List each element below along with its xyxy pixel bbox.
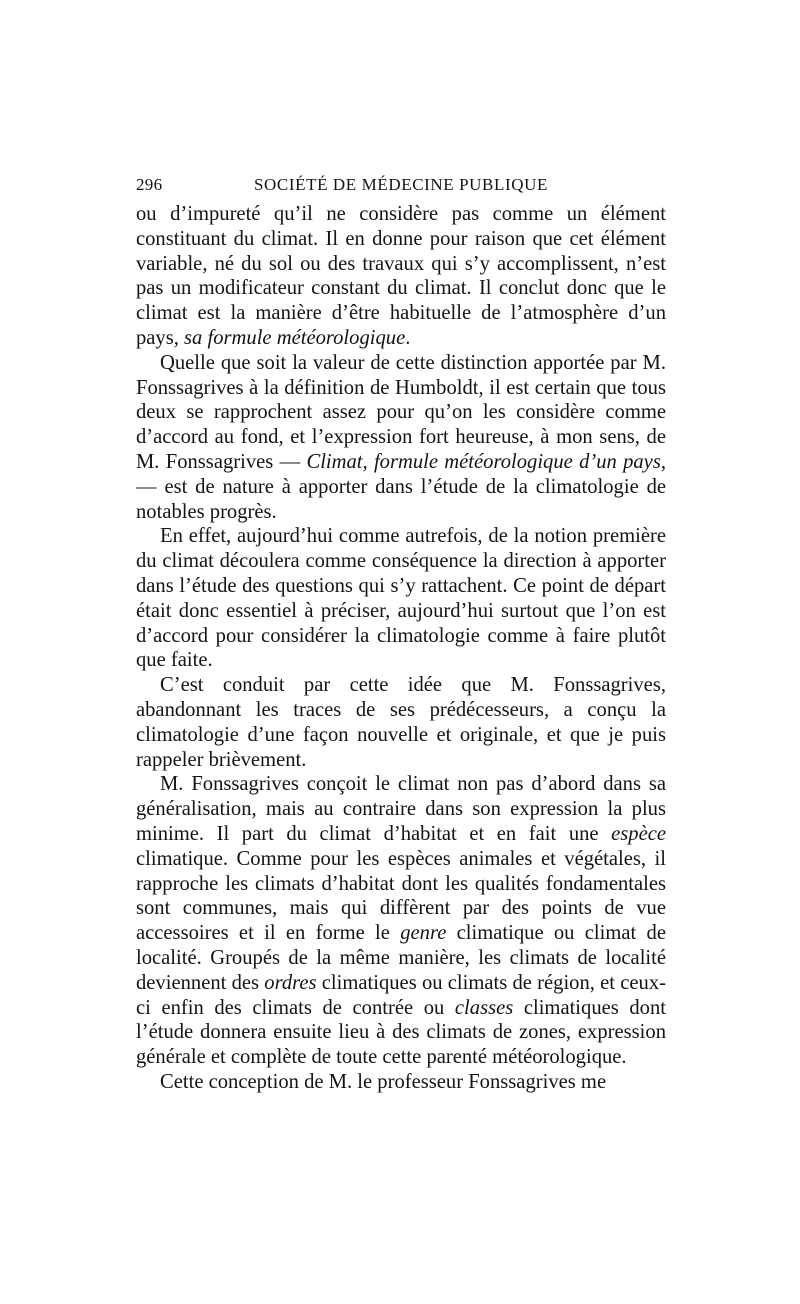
paragraph-6: Cette conception de M. le professeur Fonssagrives me <box>160 1070 607 1093</box>
paragraph-2: Quelle que soit la valeur de cette distinction apportée par M. Fonssagrives à la définition de Humboldt, il est certain que tous deux se rapprochent assez pour qu’on les considère comme d’accord au fond, et l’expression fort heureuse, à mon sens, de M. Fonssagrives — Climat, formule météorologique d’un pays, — est de nature à apporter dans l’étude de la climatologie de notables progrès. <box>136 351 666 523</box>
italic-word: genre <box>400 922 447 945</box>
italic-phrase: Climat, formule météorologique d’un pays <box>306 450 661 473</box>
running-head-title: SOCIÉTÉ DE MÉDECINE PUBLIQUE <box>254 175 548 194</box>
book-page <box>136 172 666 1095</box>
italic-word: classes <box>454 996 514 1019</box>
running-head <box>136 172 666 202</box>
body-text <box>136 202 666 1095</box>
page-number: 296 <box>136 175 163 194</box>
paragraph-5: M. Fonssagrives conçoit le climat non pas d’abord dans sa généralisation, mais au contraire dans son expression la plus minime. Il part du climat d’habitat et en fait une espèce climatique. Comme pour les espèces animales et végétales, il rapproche les climats d’habitat dont les qualités fondamentales sont communes, mais qui diffèrent par des points de vue accessoires et il en forme le genre climatique ou climat de localité. Groupés de la même manière, les climats de localité deviennent des ordres climatiques ou climats de région, et ceux-ci enfin des climats de contrée ou classes climatiques dont l’étude donnera ensuite lieu à des climats de zones, expression générale et complète de toute cette parenté météorologique. <box>136 773 666 1069</box>
italic-phrase: sa formule météorologique <box>184 326 406 349</box>
paragraph-4: C’est conduit par cette idée que M. Fonssagrives, abandonnant les traces de ses prédécesseurs, a conçu la climatologie d’une façon nouvelle et originale, et que je puis rappeler brièvement. <box>136 674 666 771</box>
paragraph-1: ou d’impureté qu’il ne considère pas comme un élément constituant du climat. Il en donne pour raison que cet élément variable, né du sol ou des travaux qui s’y accomplissent, n’est pas un modificateur constant du climat. Il conclut donc que le climat est la manière d’être habituelle de l’atmosphère d’un pays, sa formule météorologique. <box>136 203 666 349</box>
italic-word: espèce <box>611 822 666 845</box>
paragraph-3: En effet, aujourd’hui comme autrefois, de la notion première du climat découlera comme conséquence la direction à apporter dans l’étude des questions qui s’y rattachent. Ce point de départ était donc essentiel à préciser, aujourd’hui surtout que l’on est d’accord pour considérer la climatologie comme à faire plutôt que faite. <box>136 525 666 672</box>
italic-word: ordres <box>264 971 317 994</box>
